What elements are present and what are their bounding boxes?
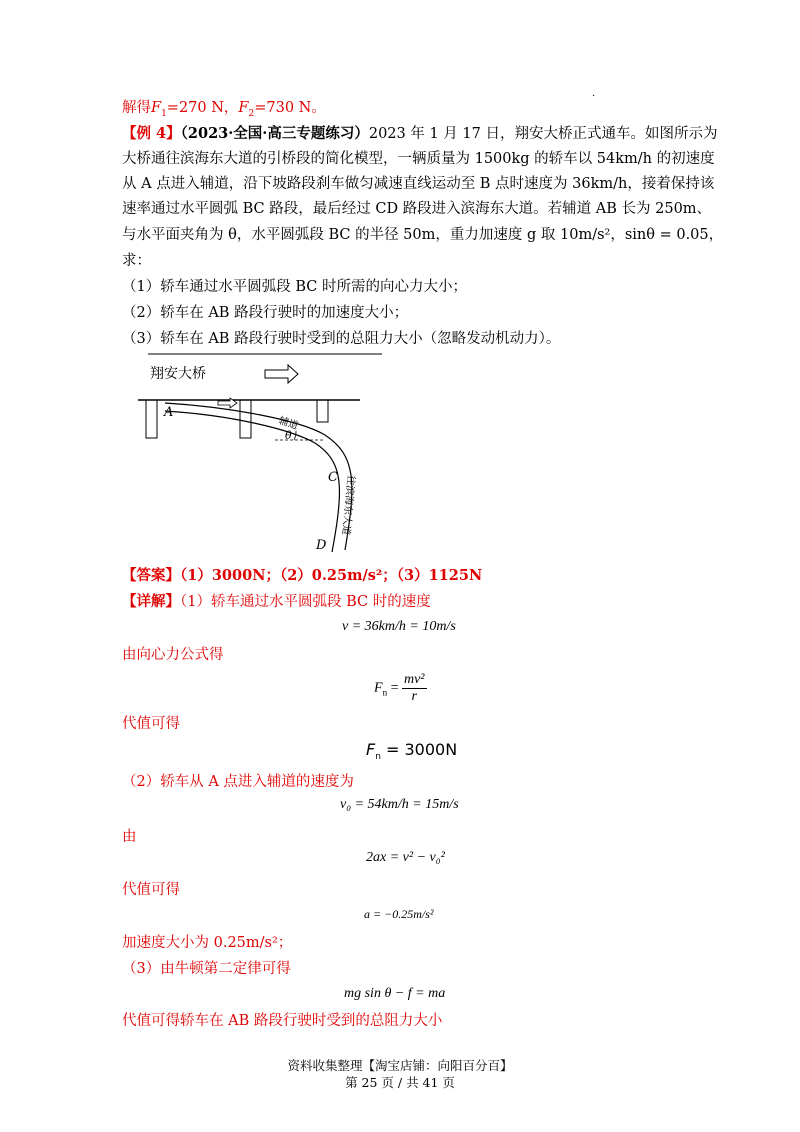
equation-2 (374, 672, 427, 705)
example-line-6: 求： (122, 253, 151, 269)
detail-p3: 代值可得 (122, 716, 180, 732)
detail-p4: （2）轿车从 A 点进入辅道的速度为 (122, 774, 354, 790)
equation-6: a = −0.25m/s² (364, 907, 434, 921)
answer-label: 【答案】 (122, 567, 180, 584)
example-line-4: 速率通过水平圆弧 BC 路段，最后经过 CD 路段进入滨海东大道。若辅道 AB 长为 250m、 (122, 201, 712, 217)
eq2-lhs: F (374, 680, 383, 696)
example-line-3: 从 A 点进入辅道，沿下坡路段刹车做匀减速直线运动至 B 点时速度为 36km/h，接着保持该 (122, 176, 715, 192)
question-2: （2）轿车在 AB 路段行驶时的加速度大小； (122, 305, 409, 321)
figure-title: 翔安大桥 (150, 366, 206, 382)
eq2-numerator: mv² (403, 672, 425, 687)
equation-1: v = 36km/h = 10m/s (342, 619, 456, 634)
equation-7: mg sin θ − f = ma (344, 986, 446, 1001)
direction-arrow-large (265, 365, 298, 383)
f2-sub: 2 (248, 108, 255, 119)
detail-p6: 代值可得 (122, 882, 180, 898)
detail-line-1 (122, 592, 431, 612)
eq2-denominator: r (411, 689, 417, 704)
eq2-equals: = (387, 680, 402, 696)
footer-source: 资料收集整理【淘宝店铺：向阳百分百】 (287, 1058, 513, 1073)
eq3-rhs: = 3000N (380, 740, 458, 759)
detail-p8: （3）由牛顿第二定律可得 (122, 961, 291, 977)
pillar-1 (146, 400, 157, 438)
f1-value: =270 N， (166, 100, 239, 116)
label-theta: θ (285, 429, 292, 442)
pillar-3 (317, 400, 328, 422)
solved-line (122, 98, 326, 124)
pillar-2 (240, 400, 251, 438)
label-a: A (164, 405, 174, 420)
f1-sub: 1 (161, 108, 167, 119)
footer-page-number: 第 25 页 / 共 41 页 (345, 1075, 455, 1090)
answer-line (122, 566, 482, 586)
equation-5: 2ax = v² − v₀² (366, 850, 445, 865)
equation-4: v₀ = 54km/h = 15m/s (340, 797, 459, 812)
f1-symbol: F (151, 100, 162, 116)
example-line-1 (122, 124, 717, 144)
avenue-label: 往滨海东大道 (339, 474, 356, 536)
answer-text: （1）3000N；（2）0.25m/s²；（3）1125N (180, 567, 483, 584)
f2-symbol: F (238, 100, 249, 116)
label-d: D (316, 538, 327, 553)
ramp-road-lower (165, 411, 339, 552)
eq3-sub: n (375, 752, 381, 763)
example-line-2: 大桥通往滨海东大道的引桥段的简化模型，一辆质量为 1500kg 的轿车以 54km/h 的初速度 (122, 151, 715, 167)
question-3: （3）轿车在 AB 路段行驶时受到的总阻力大小（忽略发动机动力）。 (122, 331, 561, 347)
label-c: C (328, 470, 338, 485)
equation-3 (366, 740, 457, 762)
example-source: （2023·全国·高三专题练习） (180, 125, 369, 142)
detail-label: 【详解】 (122, 593, 180, 610)
detail-p9: 代值可得轿车在 AB 路段行驶时受到的总阻力大小 (122, 1013, 443, 1029)
bridge-figure (120, 345, 420, 560)
detail-p5: 由 (122, 829, 137, 845)
eq2-fraction (402, 672, 427, 705)
detail-p2: 由向心力公式得 (122, 647, 224, 663)
question-1: （1）轿车通过水平圆弧段 BC 时所需的向心力大小； (122, 279, 467, 295)
eq3-lhs: F (366, 740, 376, 759)
example-text-1: 2023 年 1 月 17 日，翔安大桥正式通车。如图所示为 (368, 126, 718, 142)
solved-prefix: 解得 (122, 100, 151, 116)
ramp-road-upper (165, 403, 352, 550)
detail-p7: 加速度大小为 0.25m/s²； (122, 935, 293, 951)
example-line-5: 与水平面夹角为 θ，水平圆弧段 BC 的半径 50m，重力加速度 g 取 10m/s²，sinθ = 0.05， (122, 227, 724, 243)
detail-p1: （1）轿车通过水平圆弧段 BC 时的速度 (180, 594, 431, 610)
theta-arc (294, 431, 296, 440)
stray-dot: . (592, 88, 596, 99)
f2-value: =730 N。 (254, 100, 326, 116)
example-label: 【例 4】 (122, 125, 181, 142)
road-label: 辅道 (277, 415, 300, 433)
eq2-sub: n (382, 687, 388, 698)
